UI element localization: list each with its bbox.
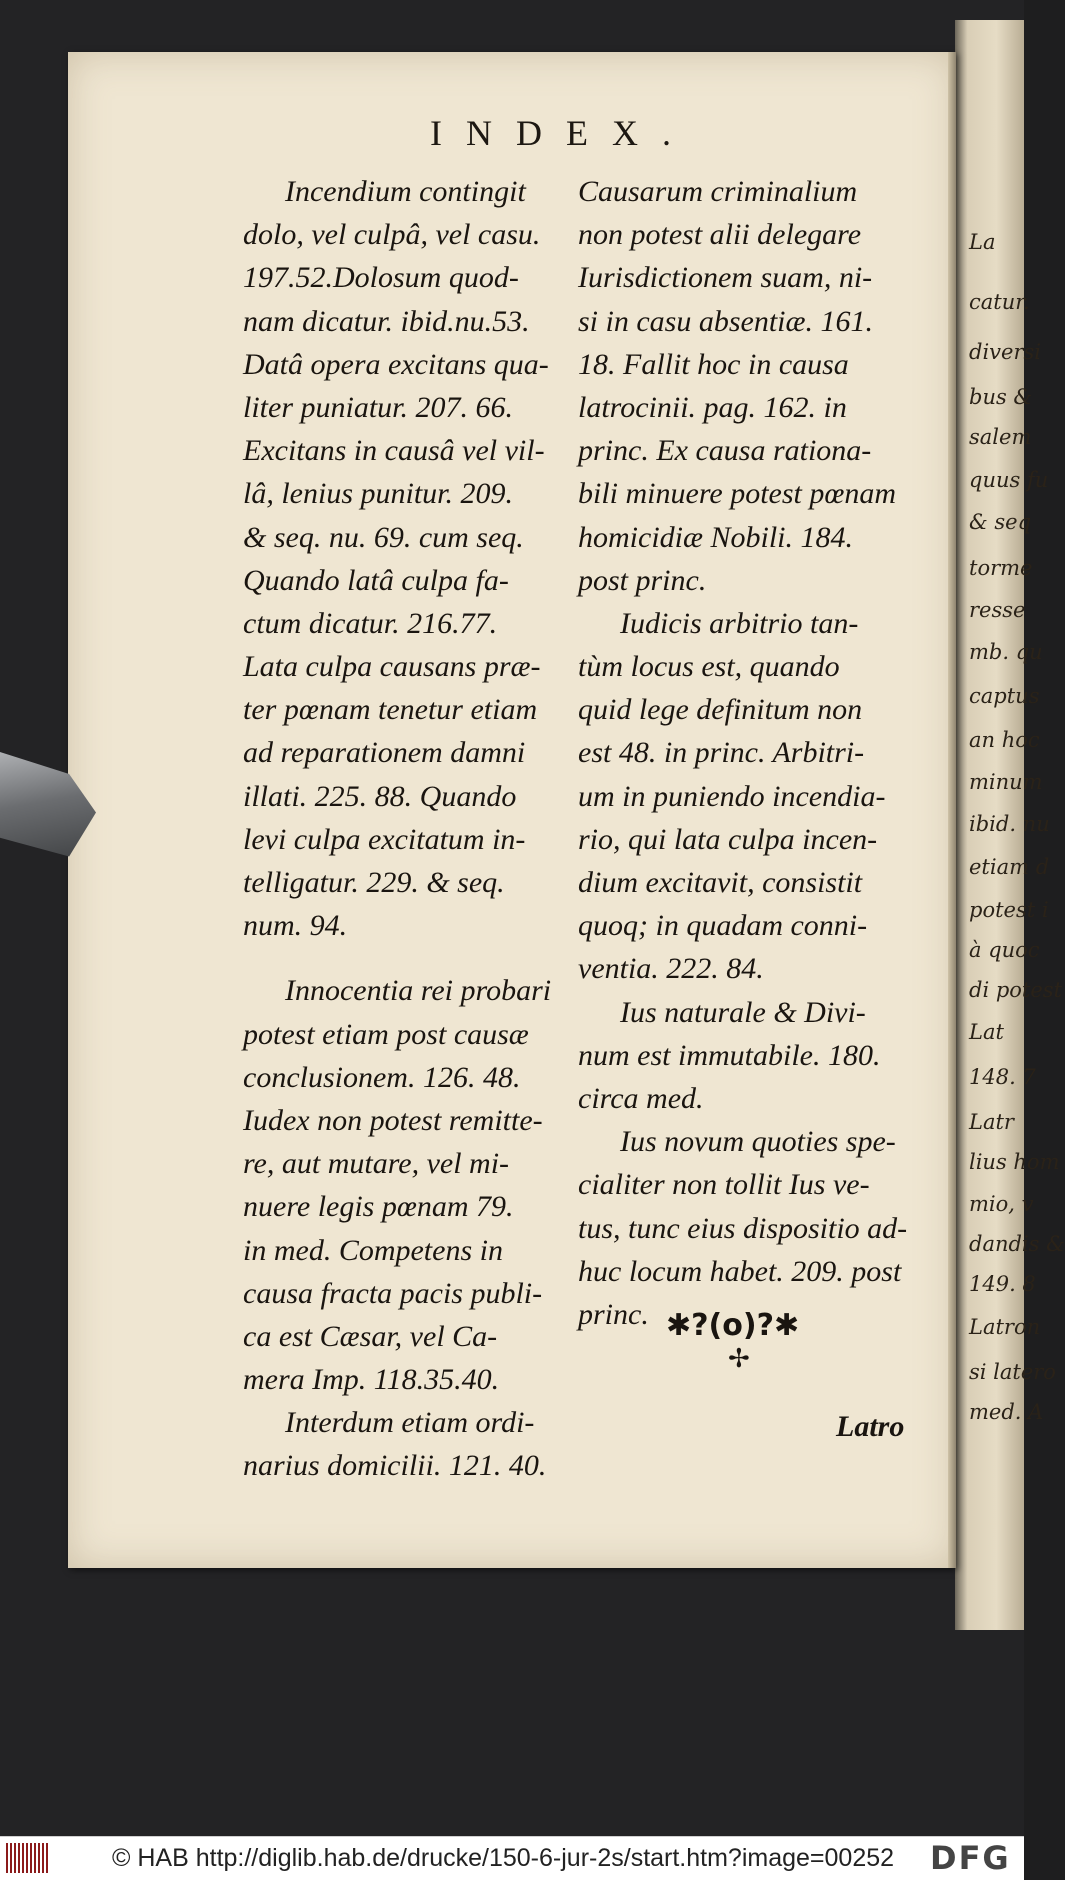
index-line: huc locum habet. 209. post bbox=[578, 1254, 902, 1288]
bookmark-tab bbox=[0, 752, 104, 862]
index-column-right bbox=[578, 170, 908, 1336]
index-line: causa fracta pacis publi- bbox=[243, 1276, 543, 1310]
footer-copyright-url[interactable]: © HAB http://diglib.hab.de/drucke/150-6-jur-2s/start.htm?image=00252 bbox=[112, 1844, 895, 1872]
adjacent-page-fragment: à quoc bbox=[969, 938, 1040, 962]
index-line: lâ, lenius punitur. 209. bbox=[243, 477, 514, 511]
index-line: Iurisdictionem suam, ni- bbox=[578, 261, 873, 295]
index-line: circa med. bbox=[578, 1081, 704, 1115]
index-line: Ius naturale & Divi- bbox=[620, 995, 866, 1029]
index-line: est 48. in princ. Arbitri- bbox=[578, 736, 865, 770]
index-line: conclusionem. 126. 48. bbox=[243, 1060, 521, 1094]
index-line: ca est Cæsar, vel Ca- bbox=[243, 1319, 498, 1353]
adjacent-page-fragment: med. A bbox=[969, 1400, 1044, 1424]
adjacent-page-fragment: Lat bbox=[969, 1020, 1004, 1044]
index-line: tus, tunc eius dispositio ad- bbox=[578, 1211, 908, 1245]
index-line: Lata culpa causans præ- bbox=[243, 650, 541, 684]
adjacent-page-fragment: captus bbox=[969, 684, 1040, 708]
index-line: levi culpa excitatum in- bbox=[243, 822, 526, 856]
index-line: mera Imp. 118.35.40. bbox=[243, 1363, 500, 1397]
index-line: rio, qui lata culpa incen- bbox=[578, 822, 878, 856]
page-edge bbox=[948, 52, 956, 1568]
adjacent-page-fragment: catur. bbox=[969, 290, 1030, 314]
adjacent-page-fragment: salem bbox=[969, 425, 1032, 449]
adjacent-page-fragment: 149. 8 bbox=[969, 1272, 1036, 1296]
index-line: num. 94. bbox=[243, 909, 348, 943]
adjacent-page-fragment: di potest bbox=[969, 978, 1063, 1002]
adjacent-page-fragment: Latron bbox=[969, 1315, 1041, 1339]
adjacent-page-fragment: lius hom bbox=[969, 1150, 1060, 1174]
entry-gap bbox=[243, 947, 557, 969]
index-line: narius domicilii. 121. 40. bbox=[243, 1449, 547, 1483]
adjacent-page-fragment: dandis & bbox=[969, 1232, 1065, 1256]
adjacent-page-fragment: bus & bbox=[969, 385, 1033, 409]
adjacent-page-fragment: si latero bbox=[969, 1360, 1056, 1384]
adjacent-page-fragment: mio, v bbox=[969, 1192, 1034, 1216]
index-line: ctum dicatur. 216.77. bbox=[243, 606, 498, 640]
index-line: num est immutabile. 180. bbox=[578, 1038, 881, 1072]
index-line: ter pœnam tenetur etiam bbox=[243, 693, 538, 727]
index-line: illati. 225. 88. Quando bbox=[243, 779, 517, 813]
index-line: Innocentia rei probari bbox=[285, 974, 552, 1008]
index-line: potest etiam post causæ bbox=[243, 1017, 529, 1051]
adjacent-page-fragment: an hoc bbox=[969, 728, 1040, 752]
index-line: cialiter non tollit Ius ve- bbox=[578, 1168, 870, 1202]
index-line: nuere legis pœnam 79. bbox=[243, 1190, 514, 1224]
index-line: nam dicatur. ibid.nu.53. bbox=[243, 304, 530, 338]
index-line: Excitans in causâ vel vil- bbox=[243, 434, 545, 468]
index-line: ad reparationem damni bbox=[243, 736, 526, 770]
index-column-left bbox=[243, 170, 557, 1488]
index-line: dium excitavit, consistit bbox=[578, 866, 863, 899]
index-line: ventia. 222. 84. bbox=[578, 952, 764, 986]
index-line: telligatur. 229. & seq. bbox=[243, 866, 505, 899]
adjacent-page-fragment: torme bbox=[969, 556, 1033, 580]
index-line: Iudex non potest remitte- bbox=[243, 1103, 543, 1137]
adjacent-page-fragment: 148. 7 bbox=[969, 1065, 1036, 1089]
index-line: Quando latâ culpa fa- bbox=[243, 563, 509, 597]
index-line: & seq. nu. 69. cum seq. bbox=[243, 520, 524, 554]
index-line: Datâ opera excitans qua- bbox=[243, 347, 549, 381]
adjacent-page-fragment: minum bbox=[969, 770, 1043, 794]
index-line: Iudicis arbitrio tan- bbox=[620, 606, 859, 640]
ornament-finial: ✢ bbox=[728, 1344, 750, 1374]
index-line: princ. bbox=[578, 1297, 649, 1331]
printer-ornament bbox=[666, 1308, 836, 1380]
index-line: si in casu absentiæ. 161. bbox=[578, 304, 874, 338]
dfg-logo: DFG bbox=[930, 1839, 1011, 1877]
index-line: princ. Ex causa rationa- bbox=[578, 434, 872, 468]
index-line: Causarum criminalium bbox=[578, 175, 858, 208]
index-line: non potest alii delegare bbox=[578, 218, 862, 252]
adjacent-page-fragment: Latr bbox=[969, 1110, 1014, 1134]
adjacent-page-fragment: resse bbox=[969, 598, 1026, 622]
ornament-glyphs: ✱?(o)?✱ bbox=[666, 1308, 800, 1343]
index-line: tùm locus est, quando bbox=[578, 650, 840, 684]
index-line: liter puniatur. 207. 66. bbox=[243, 390, 514, 424]
catchword: Latro bbox=[836, 1410, 905, 1443]
adjacent-page-fragment: diversi bbox=[969, 340, 1041, 364]
index-line: bili minuere potest pœnam bbox=[578, 477, 897, 511]
index-line: 197.52.Dolosum quod- bbox=[243, 261, 519, 295]
index-line: Ius novum quoties spe- bbox=[620, 1125, 896, 1159]
bookmark-shape bbox=[0, 752, 96, 862]
index-line: um in puniendo incendia- bbox=[578, 779, 886, 813]
adjacent-page-fragment: quus fu bbox=[969, 468, 1049, 492]
adjacent-page-fragment: potest i bbox=[969, 898, 1049, 922]
adjacent-page-fragment: etiam d bbox=[969, 855, 1050, 879]
index-line: Incendium contingit bbox=[285, 175, 526, 208]
index-line: re, aut mutare, vel mi- bbox=[243, 1147, 510, 1181]
index-line: 18. Fallit hoc in causa bbox=[578, 347, 849, 381]
index-line: quoq; in quadam conni- bbox=[578, 909, 868, 943]
adjacent-page-fragment: ibid. nu bbox=[969, 812, 1050, 836]
index-line: dolo, vel culpâ, vel casu. bbox=[243, 218, 541, 252]
index-line: in med. Competens in bbox=[243, 1233, 503, 1267]
index-line: quid lege definitum non bbox=[578, 693, 863, 727]
adjacent-page-strip bbox=[955, 20, 1065, 1630]
index-line: post princ. bbox=[578, 563, 707, 597]
index-line: Interdum etiam ordi- bbox=[285, 1406, 535, 1440]
adjacent-page-fragment: & seq bbox=[969, 510, 1032, 534]
adjacent-page-fragment: La bbox=[969, 230, 996, 254]
adjacent-page-fragment: mb. qu bbox=[969, 640, 1043, 664]
index-line: latrocinii. pag. 162. in bbox=[578, 390, 847, 424]
index-line: homicidiæ Nobili. 184. bbox=[578, 520, 854, 554]
running-head: INDEX. bbox=[430, 113, 695, 153]
viewer-footer bbox=[0, 1836, 1024, 1880]
hab-logo-icon bbox=[6, 1843, 50, 1873]
